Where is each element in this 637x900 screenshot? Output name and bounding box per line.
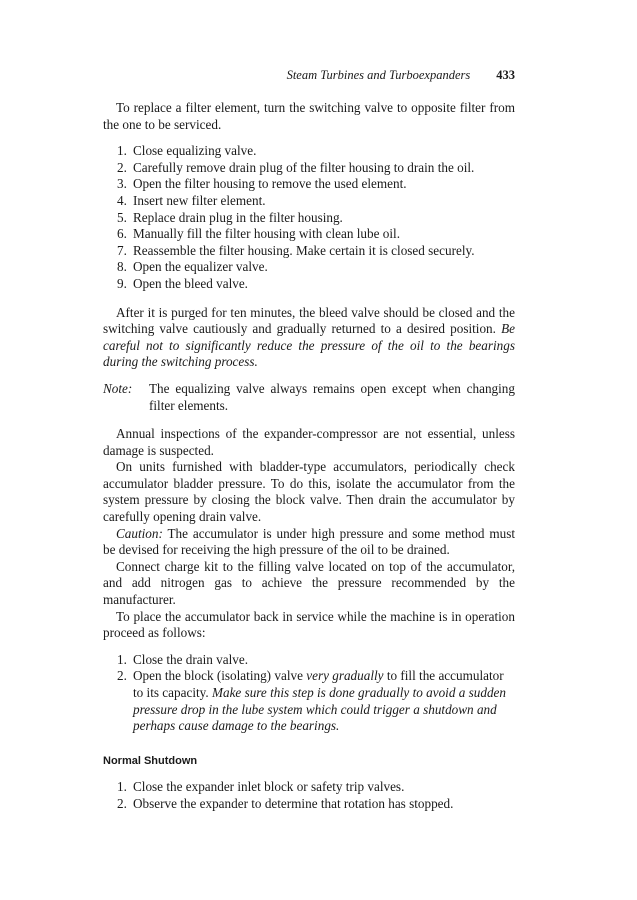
annual-paragraph: Annual inspections of the expander-compressor are not essential, unless damage is suspected. — [103, 426, 515, 458]
running-header — [103, 68, 515, 83]
shutdown-steps-list — [103, 779, 515, 812]
note-text: The equalizing valve always remains open except when changing filter elements. — [149, 380, 515, 413]
caution-label: Caution: — [116, 525, 163, 541]
list-item: 2. Observe the expander to determine that rotation has stopped. — [117, 795, 454, 811]
purge-caution: Be careful not to significantly reduce the pressure of the oil to the bearings during the switching process. — [103, 321, 516, 370]
list-item: 2. Open the block (isolating) valve very gradually to fill the accumulator to its capacity. Make sure this step is done gradually to avoid a sudden pressure drop in the lube system which could trigger a shutdown and perhaps cause damage to the bearings. — [117, 668, 506, 734]
filter-steps-list — [103, 143, 515, 292]
caution-paragraph: Caution: The accumulator is under high pressure and some method must be devised for receiving the high pressure of the oil to be drained. — [103, 525, 516, 558]
list-item: 1. Close equalizing valve. — [117, 143, 257, 159]
note-block — [103, 381, 515, 414]
list-item: 1. Close the expander inlet block or safety trip valves. — [117, 779, 405, 795]
page-number: 433 — [496, 68, 515, 82]
list-item: 4. Insert new filter element. — [117, 192, 266, 208]
list-item: 5. Replace drain plug in the filter housing. — [117, 209, 343, 225]
page-body — [103, 100, 515, 813]
list-item: 9. Open the bleed valve. — [117, 275, 248, 291]
list-item: 6. Manually fill the filter housing with clean lube oil. — [117, 226, 400, 242]
section-heading: Normal Shutdown — [103, 754, 198, 767]
bladder-paragraph: On units furnished with bladder-type accumulators, periodically check accumulator bladder pressure. To do this, isolate the accumulator from the system pressure by closing the block valve. Then drain the accumulator by carefully opening drain valve. — [103, 459, 515, 525]
list-item: 7. Reassemble the filter housing. Make certain it is closed securely. — [117, 242, 475, 258]
charge-paragraph: Connect charge kit to the filling valve located on top of the accumulator, and add nitrogen gas to achieve the pressure recommended by the manufacturer. — [103, 558, 515, 608]
list-item: 3. Open the filter housing to remove the used element. — [117, 176, 407, 192]
service-paragraph: To place the accumulator back in service while the machine is in operation proceed as follows: — [103, 608, 515, 641]
running-title: Steam Turbines and Turboexpanders — [286, 68, 471, 82]
list-item: 8. Open the equalizer valve. — [117, 259, 268, 275]
note-label: Note: — [103, 380, 133, 396]
list-item: 2. Carefully remove drain plug of the filter housing to drain the oil. — [117, 159, 475, 175]
purge-paragraph: After it is purged for ten minutes, the bleed valve should be closed and the switching valve cautiously and gradually returned to a desired position. Be careful not to significantly reduce the pressure of the oil to the bearings during the switching process. — [103, 304, 516, 370]
service-steps-list — [103, 652, 515, 735]
intro-paragraph: To replace a filter element, turn the switching valve to opposite filter from the one to be serviced. — [103, 100, 515, 132]
list-item: 1. Close the drain valve. — [117, 651, 248, 667]
